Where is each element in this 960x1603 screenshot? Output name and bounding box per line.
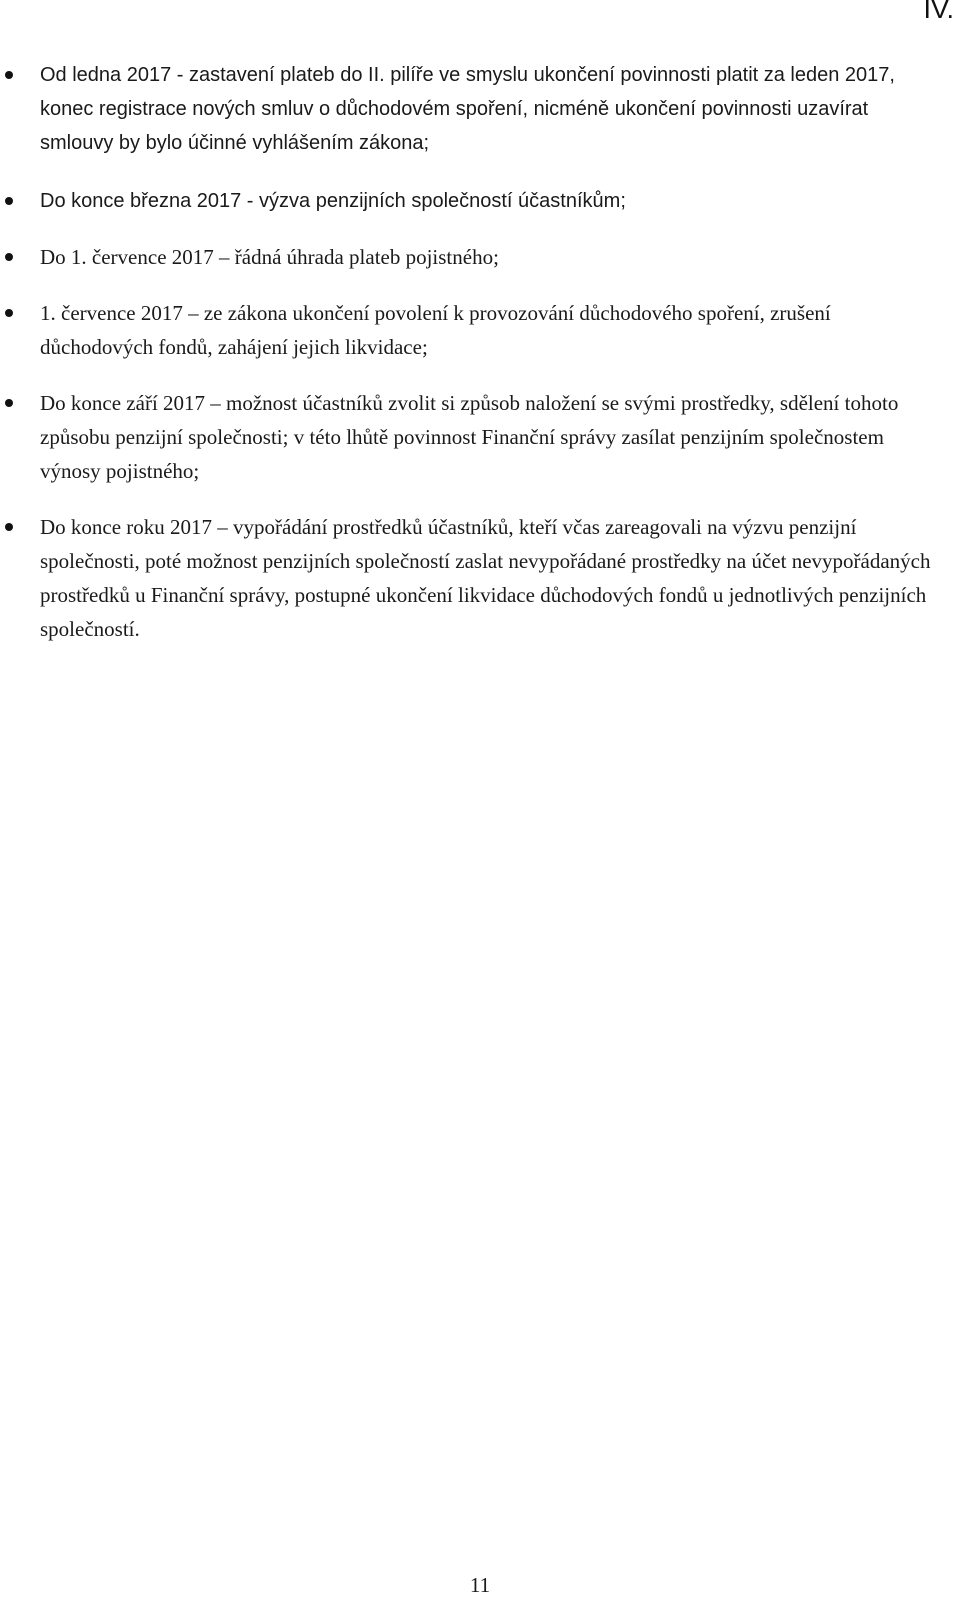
section-marker: IV. bbox=[923, 0, 954, 24]
list-item bbox=[0, 240, 960, 274]
bullet-icon bbox=[5, 399, 13, 407]
list-item-text: Do konce září 2017 – možnost účastníků zvolit si způsob naložení se svými prostředky, sdělení tohoto způsobu penzijní společnosti; v této lhůtě povinnost Finanční správy zasílat penzijním společnostem výnosy pojistného; bbox=[40, 391, 899, 483]
page-number: 11 bbox=[469, 1573, 491, 1597]
bullet-icon bbox=[5, 253, 13, 261]
list-item-text: Od ledna 2017 - zastavení plateb do II. pilíře ve smyslu ukončení povinnosti platit za leden 2017, konec registrace nových smluv o důchodovém spoření, nicméně ukončení povinnosti uzavírat smlouvy by bylo účinné vyhlášením zákona; bbox=[40, 64, 895, 154]
list-item bbox=[0, 510, 960, 646]
bullet-icon bbox=[5, 197, 13, 205]
list-item bbox=[0, 184, 960, 218]
bullet-icon bbox=[5, 71, 13, 79]
timeline-bullet-list bbox=[0, 58, 960, 668]
list-item bbox=[0, 296, 960, 364]
bullet-icon bbox=[5, 523, 13, 531]
list-item-text: Do konce roku 2017 – vypořádání prostředků účastníků, kteří včas zareagovali na výzvu penzijní společnosti, poté možnost penzijních společností zaslat nevypořádané prostředky na účet nevypořádaných prostředků u Finanční správy, postupné ukončení likvidace důchodových fondů u jednotlivých penzijních společností. bbox=[40, 515, 931, 641]
list-item-text: 1. července 2017 – ze zákona ukončení povolení k provozování důchodového spoření, zrušení důchodových fondů, zahájení jejich likvidace; bbox=[40, 301, 831, 359]
list-item bbox=[0, 386, 960, 488]
bullet-icon bbox=[5, 309, 13, 317]
list-item bbox=[0, 58, 960, 160]
list-item-text: Do konce března 2017 - výzva penzijních společností účastníkům; bbox=[40, 190, 626, 212]
list-item-text: Do 1. července 2017 – řádná úhrada plateb pojistného; bbox=[40, 245, 499, 269]
